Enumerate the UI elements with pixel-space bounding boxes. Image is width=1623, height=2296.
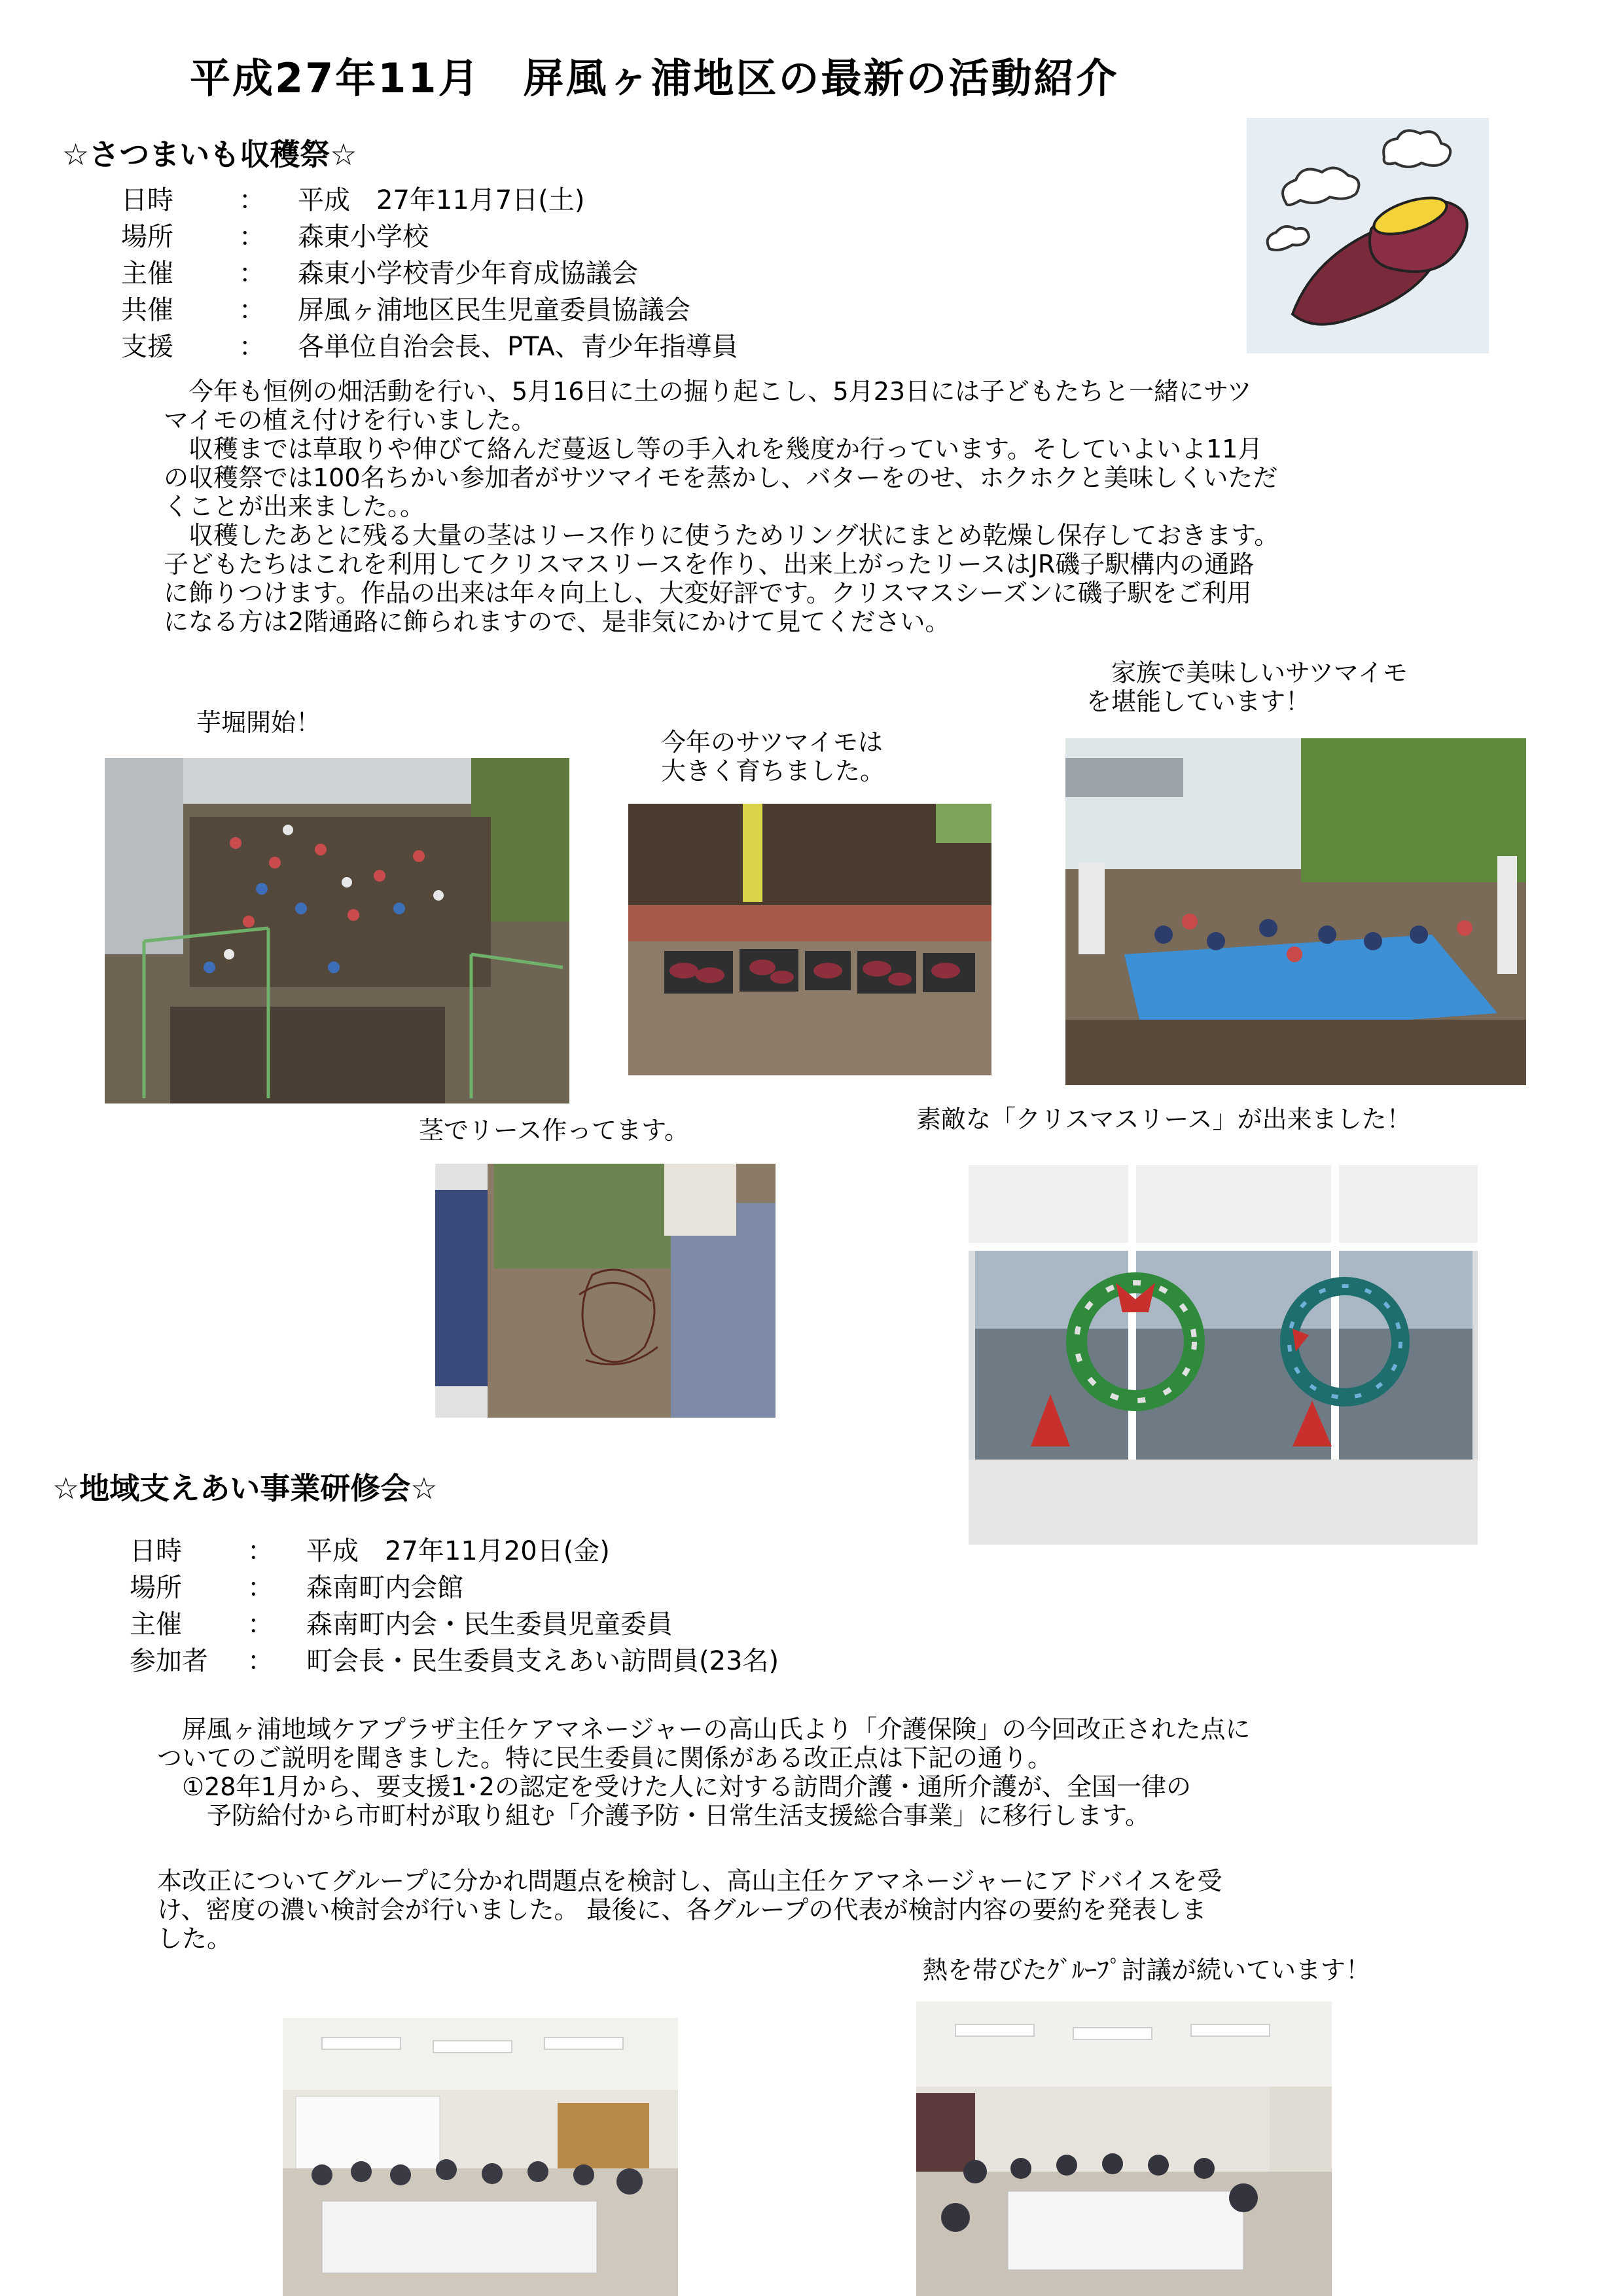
info-row: 主催 ： 森南町内会・民生委員児童委員 bbox=[130, 1609, 673, 1640]
photo-family bbox=[1065, 738, 1526, 1085]
info-row: 主催 ： 森東小学校青少年育成協議会 bbox=[121, 259, 638, 289]
info-row: 参加者 ： 町会長・民生委員支えあい訪問員(23名) bbox=[130, 1646, 779, 1676]
caption-wreath-make: 茎でリース作ってます。 bbox=[419, 1116, 690, 1145]
info-row: 共催 ： 屏風ヶ浦地区民生児童委員協議会 bbox=[121, 295, 690, 325]
caption-grow: 今年のサツマイモは 大きく育ちました。 bbox=[661, 728, 885, 785]
sweet-potato-illustration bbox=[1247, 118, 1489, 353]
caption-family: 家族で美味しいサツマイモ を堪能しています！ bbox=[1086, 658, 1408, 716]
info-row: 日時 ： 平成 27年11月7日(土) bbox=[121, 185, 585, 215]
photo-digging bbox=[105, 758, 569, 1103]
caption-dig: 芋堀開始！ bbox=[196, 708, 321, 737]
photo-wreath-done bbox=[969, 1165, 1478, 1545]
photo-meeting-right bbox=[916, 2001, 1332, 2296]
info-row: 支援 ： 各単位自治会長、PTA、青少年指導員 bbox=[121, 332, 738, 362]
section2-paragraph2: 本改正についてグループに分かれ問題点を検討し、高山主任ケアマネージャーにアドバイスを受 け、密度の濃い検討会が行いました。 最後に、各グループの代表が検討内容の要約を発表しま した。 bbox=[157, 1867, 1222, 1953]
info-row: 場所 ： 森東小学校 bbox=[121, 222, 429, 252]
caption-group: 熱を帯びたｸﾞﾙｰﾌﾟ討議が続いています！ bbox=[923, 1956, 1371, 1984]
caption-wreath-done: 素敵な「クリスマスリース」が出来ました！ bbox=[916, 1105, 1412, 1134]
section1-paragraph: 今年も恒例の畑活動を行い、5月16日に土の掘り起こし、5月23日には子どもたちと一緒にサツ マイモの植え付けを行いました。 収穫までは草取りや伸びて絡んだ蔓返し等の手入れを幾度か行っています。そしていよいよ11月 の収穫祭では100名ちかい参加者がサツマイモを蒸かし、バターをのせ、ホクホクと美味しくいただ くことが出来ました。。 収穫したあとに残る大量の茎はリース作りに使うためリング状にまとめ乾燥し保存しておきます。 子どもたちはこれを利用してクリスマスリースを作り、出来上がったリースはJR磯子駅構内の通路 に飾りつけます。作品の出来は年々向上し、大変好評です。クリスマスシーズンに磯子駅をご利用 になる方は2階通路に飾られますので、是非気にかけて見てください。 bbox=[164, 377, 1279, 636]
section1-heading: ☆さつまいも収穫祭☆ bbox=[62, 137, 357, 172]
photo-wreath-making bbox=[435, 1164, 776, 1418]
section1-info bbox=[121, 182, 738, 365]
photo-potatoes bbox=[628, 804, 991, 1075]
info-row: 日時 ： 平成 27年11月20日(金) bbox=[130, 1536, 610, 1566]
section2-heading: ☆地域支えあい事業研修会☆ bbox=[52, 1471, 438, 1506]
info-row: 場所 ： 森南町内会館 bbox=[130, 1573, 463, 1603]
section2-info bbox=[130, 1533, 779, 1679]
sweet-potato-icon bbox=[1247, 118, 1489, 353]
page-title: 平成27年11月 屏風ヶ浦地区の最新の活動紹介 bbox=[190, 54, 1119, 102]
photo-meeting-left bbox=[283, 2018, 678, 2296]
section2-paragraph1: 屏風ヶ浦地域ケアプラザ主任ケアマネージャーの高山氏より「介護保険」の今回改正された点に ついてのご説明を聞きました。特に民生委員に関係がある改正点は下記の通り。 ①28年1月から、要支援1･2の認定を受けた人に対する訪問介護・通所介護が、全国一律の 予防給付から市町村が取り組む「介護予防・日常生活支援総合事業」に移行します。 bbox=[157, 1715, 1251, 1830]
